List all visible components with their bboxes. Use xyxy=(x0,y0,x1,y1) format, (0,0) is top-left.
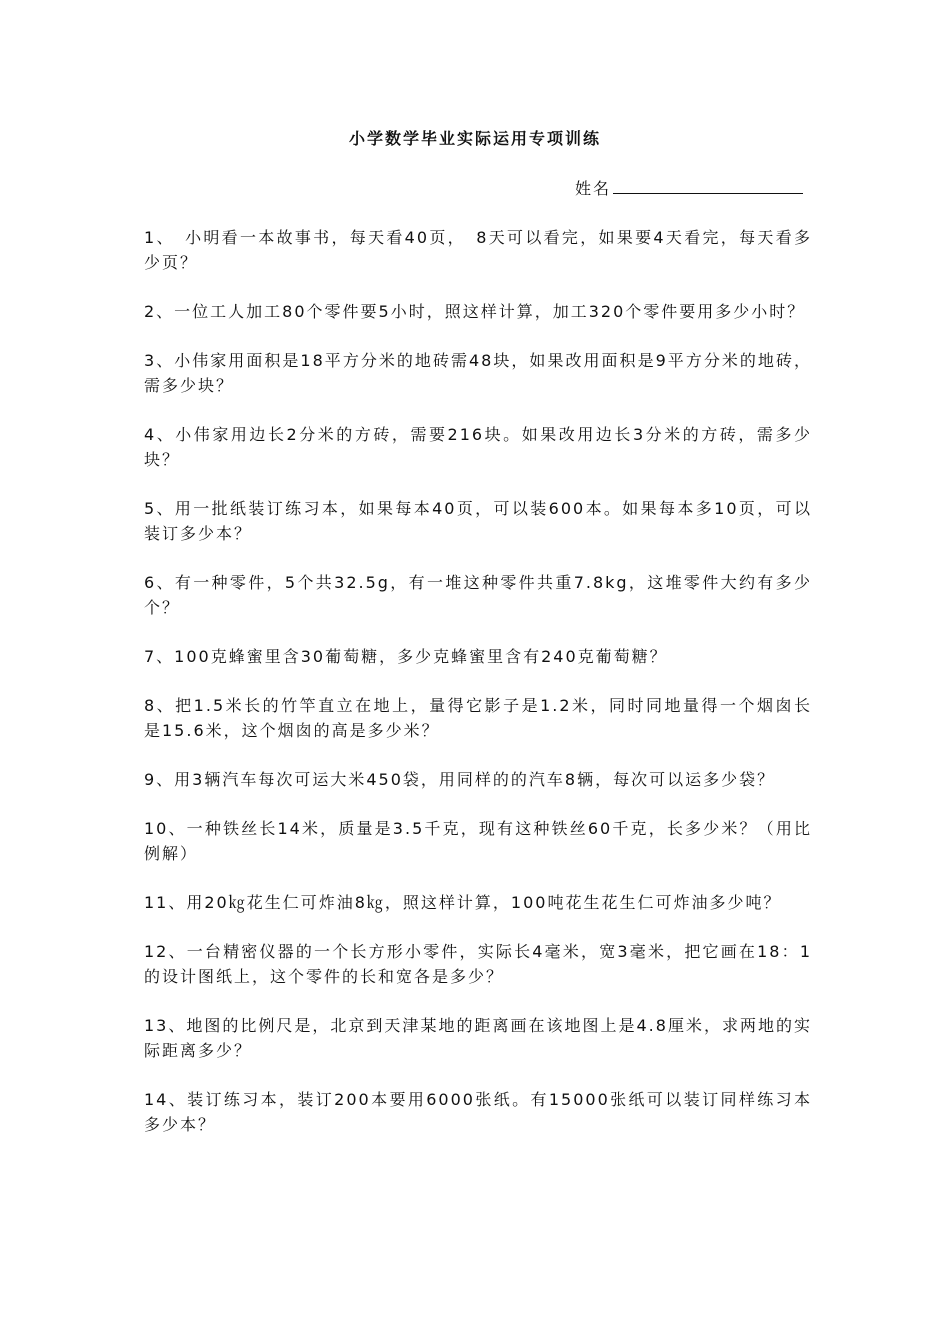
question-6: 6、有一种零件，5个共32.5g，有一堆这种零件共重7.8kg，这堆零件大约有多少个？ xyxy=(144,573,812,617)
question-2: 2、一位工人加工80个零件要5小时，照这样计算，加工320个零件要用多少小时？ xyxy=(144,302,806,321)
question-10: 10、一种铁丝长14米，质量是3.5千克，现有这种铁丝60千克，长多少米？（用比例解） xyxy=(144,819,812,863)
question-4: 4、小伟家用边长2分米的方砖，需要216块。如果改用边长3分米的方砖，需多少块？ xyxy=(144,425,812,469)
name-label: 姓名 xyxy=(575,179,612,198)
question-13: 13、地图的比例尺是，北京到天津某地的距离画在该地图上是4.8厘米，求两地的实际距离多少？ xyxy=(144,1016,812,1060)
question-8: 8、把1.5米长的竹竿直立在地上，量得它影子是1.2米，同时同地量得一个烟囱长是15.6米，这个烟囱的高是多少米？ xyxy=(144,696,812,740)
question-14: 14、装订练习本，装订200本要用6000张纸。有15000张纸可以装订同样练习本多少本？ xyxy=(144,1090,812,1134)
question-5: 5、用一批纸装订练习本，如果每本40页，可以装600本。如果每本多10页，可以装订多少本？ xyxy=(144,499,812,543)
question-11: 11、用20㎏花生仁可炸油8㎏，照这样计算，100吨花生花生仁可炸油多少吨？ xyxy=(144,893,782,912)
name-blank-line xyxy=(613,177,803,194)
question-12: 12、一台精密仪器的一个长方形小零件，实际长4毫米，宽3毫米，把它画在18：1的设计图纸上，这个零件的长和宽各是多少？ xyxy=(144,942,812,986)
question-3: 3、小伟家用面积是18平方分米的地砖需48块，如果改用面积是9平方分米的地砖，需多少块？ xyxy=(144,351,812,395)
question-7: 7、100克蜂蜜里含30葡萄糖，多少克蜂蜜里含有240克葡萄糖？ xyxy=(144,647,668,666)
question-list xyxy=(144,225,812,1161)
question-1: 1、 小明看一本故事书，每天看40页， 8天可以看完，如果要4天看完，每天看多少页？ xyxy=(144,228,812,272)
question-9: 9、用3辆汽车每次可运大米450袋，用同样的的汽车8辆，每次可以运多少袋？ xyxy=(144,770,776,789)
document-title: 小学数学毕业实际运用专项训练 xyxy=(348,129,601,148)
name-field xyxy=(575,176,803,199)
